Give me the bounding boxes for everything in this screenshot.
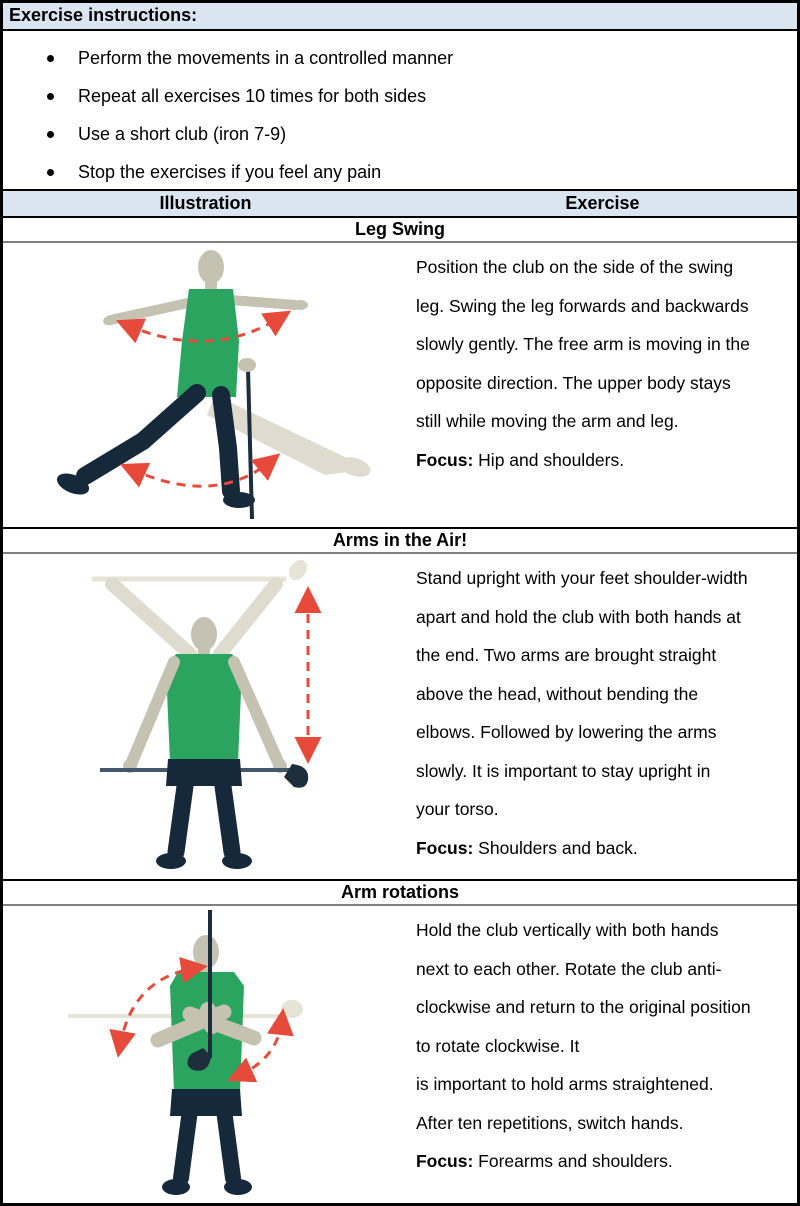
description-line: opposite direction. The upper body stays: [415, 372, 731, 393]
illustration-cell: [3, 906, 408, 1203]
illustration-cell: [3, 554, 408, 879]
bullet-icon: [47, 131, 54, 138]
arm-rotations-figure-illustration: [40, 906, 370, 1201]
bullet-icon: [47, 93, 54, 100]
description-line: the end. Two arms are brought straight: [415, 645, 717, 665]
focus-line: [416, 1142, 791, 1181]
description-line: clockwise and return to the original position: [415, 997, 751, 1017]
focus-line: [416, 829, 791, 868]
focus-label: Focus:: [415, 1151, 479, 1171]
focus-text: Shoulders and back.: [478, 837, 638, 858]
description-line: to rotate clockwise. It: [415, 1035, 580, 1056]
leg-swing-figure-illustration: [25, 243, 385, 523]
bullet-text: Stop the exercises if you feel any pain: [78, 161, 382, 182]
section-header-leg-swing: Leg Swing: [3, 218, 797, 243]
description-line: slowly. It is important to stay upright in: [415, 760, 711, 781]
description-line: is important to hold arms straightened.: [415, 1074, 714, 1094]
exercise-row-arms-in-the-air: [3, 554, 797, 881]
focus-label: Focus:: [415, 837, 479, 858]
list-item: [3, 153, 797, 191]
exercise-row-arm-rotations: [3, 906, 797, 1203]
table-column-header-row: [3, 189, 797, 218]
description-line: Hold the club vertically with both hands: [415, 920, 719, 940]
description-line: apart and hold the club with both hands at: [415, 606, 741, 627]
instructions-bullet-list: [3, 31, 797, 189]
description-line: leg. Swing the leg forwards and backwards: [415, 295, 749, 316]
page-title: Exercise instructions:: [3, 3, 797, 31]
description-line: your torso.: [415, 799, 499, 819]
bullet-icon: [47, 55, 54, 62]
list-item: [3, 39, 797, 77]
section-header-arm-rotations: Arm rotations: [3, 881, 797, 906]
arms-in-the-air-figure-illustration: [40, 554, 370, 876]
bullet-text: Use a short club (iron 7-9): [78, 123, 287, 144]
exercise-description: [408, 906, 797, 1203]
bullet-icon: [47, 169, 54, 176]
description-line: above the head, without bending the: [415, 683, 699, 704]
description-line: next to each other. Rotate the club anti-: [415, 958, 722, 979]
section-header-arms-in-the-air: Arms in the Air!: [3, 529, 797, 554]
focus-text: Hip and shoulders.: [478, 449, 625, 470]
description-line: elbows. Followed by lowering the arms: [415, 722, 717, 742]
focus-line: [416, 441, 791, 480]
focus-text: Forearms and shoulders.: [478, 1151, 673, 1171]
description-line: Position the club on the side of the swing: [415, 257, 734, 277]
illustration-cell: [3, 243, 408, 527]
exercise-description: [408, 554, 797, 879]
focus-label: Focus:: [415, 449, 479, 470]
description-line: still while moving the arm and leg.: [415, 411, 679, 431]
list-item: [3, 115, 797, 153]
description-line: Stand upright with your feet shoulder-width: [415, 568, 748, 588]
exercise-description: [408, 243, 797, 527]
list-item: [3, 77, 797, 115]
bullet-text: Perform the movements in a controlled manner: [78, 47, 454, 68]
column-header-exercise: Exercise: [565, 193, 640, 213]
exercise-row-leg-swing: [3, 243, 797, 529]
description-line: After ten repetitions, switch hands.: [415, 1112, 684, 1133]
description-line: slowly gently. The free arm is moving in the: [415, 334, 750, 354]
column-header-illustration: Illustration: [159, 193, 252, 213]
bullet-text: Repeat all exercises 10 times for both sides: [78, 85, 427, 106]
